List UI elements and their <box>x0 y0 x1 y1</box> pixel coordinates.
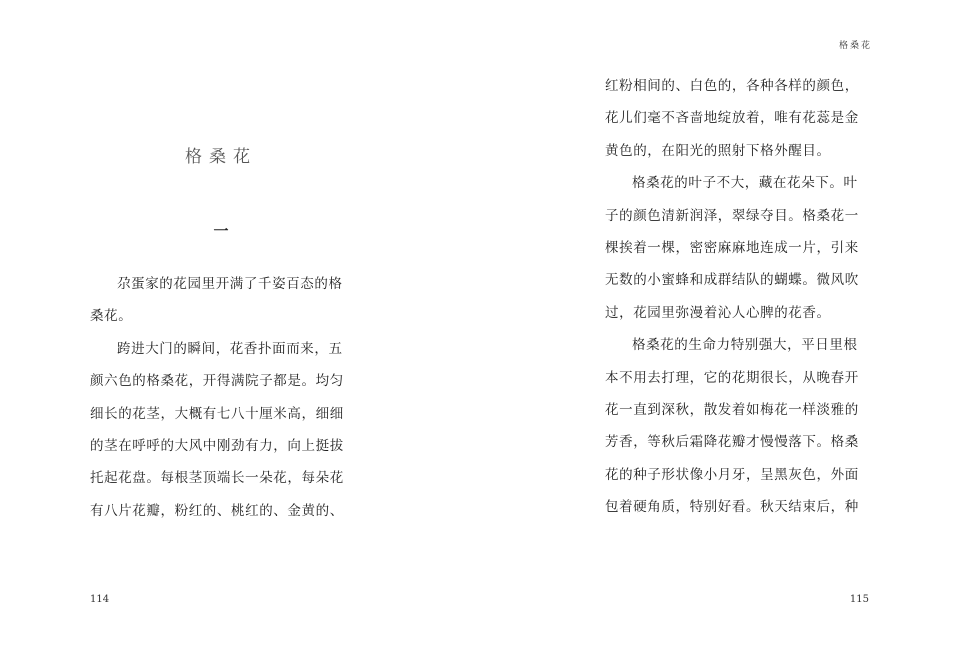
running-header: 格桑花 <box>838 41 872 51</box>
page-number-right: 115 <box>849 594 869 605</box>
paragraph: 红粉相间的、白色的，各种各样的颜色，花儿们毫不吝啬地绽放着，唯有花蕊是金黄色的，在阳光的照射下格外醒目。 <box>605 78 859 159</box>
paragraph: 尕蛋家的花园里开满了千姿百态的格桑花。 <box>90 276 343 325</box>
section-number: 一 <box>213 222 229 240</box>
left-page <box>0 0 480 652</box>
right-body-text <box>605 70 870 524</box>
right-page <box>480 0 961 652</box>
chapter-title: 格桑花 <box>185 147 257 167</box>
left-body-text <box>90 268 352 527</box>
paragraph: 格桑花的叶子不大，藏在花朵下。叶子的颜色清新润泽，翠绿夺目。格桑花一棵挨着一棵，密密麻麻地连成一片，引来无数的小蜜蜂和成群结队的蝴蝶。微风吹过，花园里弥漫着沁人心脾的花香。 <box>605 175 859 321</box>
paragraph: 跨进大门的瞬间，花香扑面而来，五颜六色的格桑花，开得满院子都是。均匀细长的花茎，大概有七八十厘米高，细细的茎在呼呼的大风中刚劲有力，向上挺拔托起花盘。每根茎顶端长一朵花，每朵花有八片花瓣，粉红的、桃红的、金黄的、 <box>90 340 344 519</box>
paragraph: 格桑花的生命力特别强大，平日里根本不用去打理，它的花期很长，从晚春开花一直到深秋，散发着如梅花一样淡雅的芳香，等秋后霜降花瓣才慢慢落下。格桑花的种子形状像小月牙，呈黑灰色，外面包着硬角质，特别好看。秋天结束后，种 <box>605 337 859 516</box>
page-number-left: 114 <box>90 594 110 605</box>
